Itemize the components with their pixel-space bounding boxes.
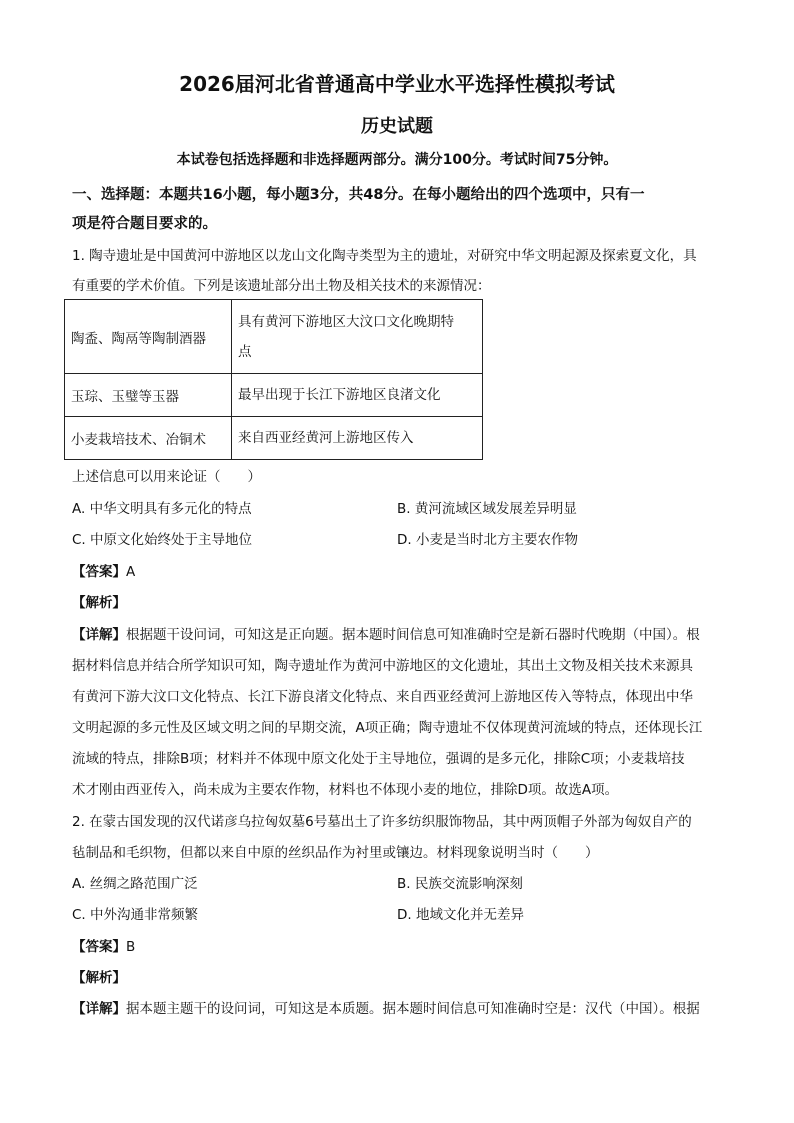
q1-detail-line2: 据材料信息并结合所学知识可知，陶寺遗址作为黄河中游地区的文化遗址，其出土文物及相关技术来源具 bbox=[72, 658, 693, 674]
table-row bbox=[65, 417, 483, 460]
table-cell-source-line2: 点 bbox=[238, 343, 252, 360]
exam-notice: 本试卷包括选择题和非选择题两部分。满分100分。考试时间75分钟。 bbox=[176, 152, 618, 168]
table-cell-source bbox=[232, 300, 483, 374]
answer-value: A bbox=[126, 564, 136, 580]
q1-answer bbox=[72, 560, 135, 580]
q1-detail-line4: 文明起源的多元性及区域文明之间的早期交流，A项正确；陶寺遗址不仅体现黄河流域的特点，还体现长江 bbox=[72, 720, 703, 736]
q2-stem-line1: 2. 在蒙古国发现的汉代诺彦乌拉匈奴墓6号墓出土了许多纺织服饰物品，其中两顶帽子外部为匈奴自产的 bbox=[72, 814, 692, 830]
answer-tag: 【答案】 bbox=[72, 939, 126, 955]
table-cell-item: 陶盉、陶鬲等陶制酒器 bbox=[65, 300, 232, 374]
q1-option-c: C. 中原文化始终处于主导地位 bbox=[72, 532, 253, 548]
q1-analysis-tag: 【解析】 bbox=[72, 595, 126, 611]
q2-analysis-tag: 【解析】 bbox=[72, 970, 126, 986]
q1-option-b: B. 黄河流域区域发展差异明显 bbox=[397, 501, 577, 517]
table-cell-source: 最早出现于长江下游地区良渚文化 bbox=[232, 374, 483, 417]
table-row bbox=[65, 374, 483, 417]
section-heading-line1: 一、选择题：本题共16小题，每小题3分，共48分。在每小题给出的四个选项中，只有一 bbox=[72, 187, 645, 203]
exam-subject: 历史试题 bbox=[361, 116, 433, 137]
table-cell-item: 小麦栽培技术、冶铜术 bbox=[65, 417, 232, 460]
answer-value: B bbox=[126, 939, 136, 955]
q1-stem-line2: 有重要的学术价值。下列是该遗址部分出土物及相关技术的来源情况： bbox=[72, 278, 491, 294]
q2-option-d: D. 地域文化并无差异 bbox=[397, 907, 524, 923]
detail-text: 据本题主题干的设问词，可知这是本质题。据本题时间信息可知准确时空是：汉代（中国）。根据 bbox=[126, 1001, 700, 1017]
q1-stem-line1: 1. 陶寺遗址是中国黄河中游地区以龙山文化陶寺类型为主的遗址，对研究中华文明起源及探索夏文化，具 bbox=[72, 248, 697, 264]
q1-source-table bbox=[64, 299, 483, 460]
q1-detail-line6: 术才刚由西亚传入，尚未成为主要农作物，材料也不体现小麦的地位，排除D项。故选A项。 bbox=[72, 782, 619, 798]
q2-option-a: A. 丝绸之路范围广泛 bbox=[72, 876, 198, 892]
q2-option-c: C. 中外沟通非常频繁 bbox=[72, 907, 199, 923]
q1-detail-line5: 流域的特点，排除B项；材料并不体现中原文化处于主导地位，强调的是多元化，排除C项；小麦栽培技 bbox=[72, 751, 685, 767]
q2-answer bbox=[72, 935, 135, 955]
section-heading-line2: 项是符合题目要求的。 bbox=[72, 216, 217, 232]
q2-stem-line2: 毡制品和毛织物，但都以来自中原的丝织品作为衬里或镶边。材料现象说明当时（ ） bbox=[72, 845, 599, 861]
table-cell-source-line1: 具有黄河下游地区大汶口文化晚期特 bbox=[238, 313, 454, 330]
q1-detail-line3: 有黄河下游大汶口文化特点、长江下游良渚文化特点、来自西亚经黄河上游地区传入等特点，体现出中华 bbox=[72, 689, 693, 705]
table-cell-source: 来自西亚经黄河上游地区传入 bbox=[232, 417, 483, 460]
q2-option-b: B. 民族交流影响深刻 bbox=[397, 876, 523, 892]
detail-text: 根据题干设问词，可知这是正向题。据本题时间信息可知准确时空是新石器时代晚期（中国）。根 bbox=[126, 627, 700, 643]
q1-option-d: D. 小麦是当时北方主要农作物 bbox=[397, 532, 578, 548]
table-cell-item: 玉琮、玉璧等玉器 bbox=[65, 374, 232, 417]
answer-tag: 【答案】 bbox=[72, 564, 126, 580]
detail-tag: 【详解】 bbox=[72, 627, 126, 643]
q1-question: 上述信息可以用来论证（ ） bbox=[72, 469, 261, 485]
q1-detail-line1 bbox=[72, 623, 700, 643]
detail-tag: 【详解】 bbox=[72, 1001, 126, 1017]
table-row bbox=[65, 300, 483, 374]
q1-option-a: A. 中华文明具有多元化的特点 bbox=[72, 501, 252, 517]
q2-detail-line1 bbox=[72, 997, 700, 1017]
exam-title: 2026届河北省普通高中学业水平选择性模拟考试 bbox=[179, 72, 615, 96]
